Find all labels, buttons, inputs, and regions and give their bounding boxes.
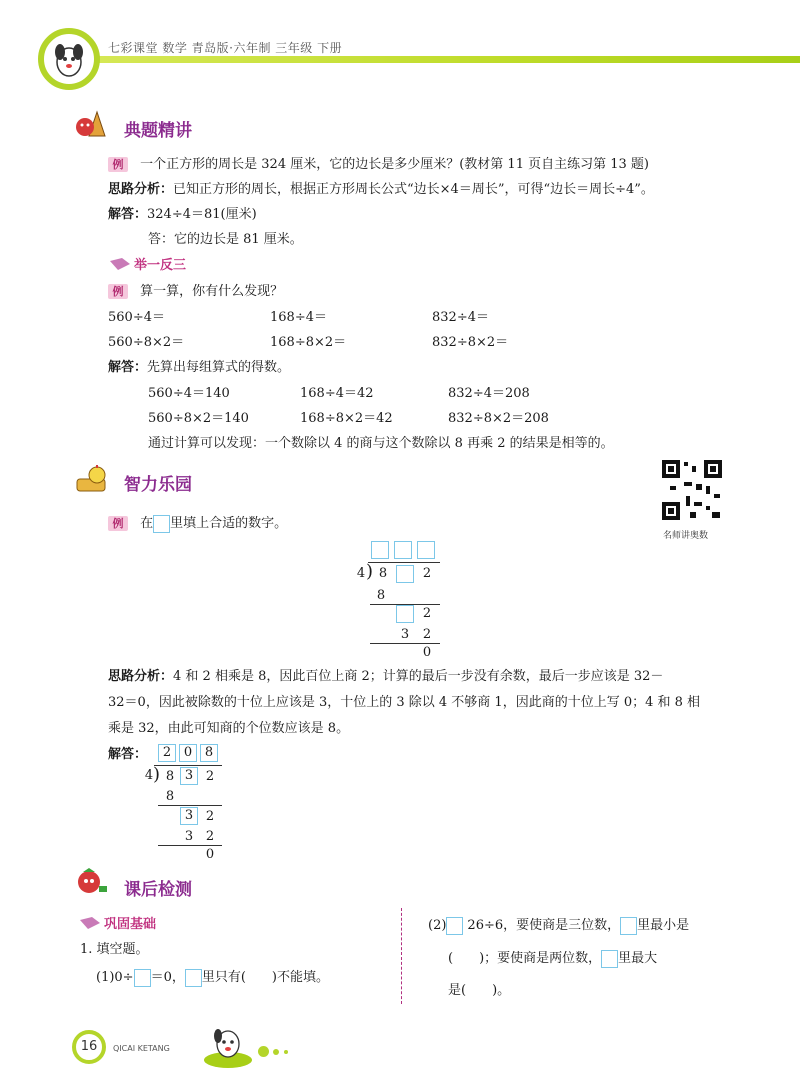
section-title-review: 课后检测 [124,880,192,900]
book-icon [110,258,130,270]
solution-dividend-1: 8 [165,769,175,784]
division-bar [368,562,440,563]
question-prefix: 在 [140,516,154,531]
final-remainder: 0 [422,645,432,660]
quotient-blank-1[interactable] [371,541,389,559]
example-2-question-line [108,280,283,299]
q1-part-c: 里只有( )不能填。 [201,970,330,985]
ans-560-4: 560÷4＝140 [148,386,230,401]
blank-box-icon [153,515,170,533]
page-number: 16 [72,1030,106,1064]
q2-part-b: 26÷6，要使商是三位数， [467,918,621,933]
solution-division-bar [154,765,222,766]
dog-mascot-icon [44,34,94,84]
analysis-line-1: 4 和 2 相乘是 8，因此百位上商 2；计算的最后一步没有余数，最后一步应该是 32－ [173,669,664,684]
solution-remainder: 0 [205,847,215,862]
example-2-answer [108,356,290,375]
header-title: 七彩课堂 数学 青岛版·六年制 三年级 下册 [108,41,343,55]
example-3-answer-label: 解答： [108,747,148,762]
question-2-line-3: 是( )。 [448,983,511,998]
solution-third-2: 2 [205,829,215,844]
divisor-digit: 4 [356,566,366,581]
division-bracket: ) [366,561,374,582]
ans-832-8-2: 832÷8×2＝208 [448,411,549,426]
solution-first-sub: 8 [165,789,175,804]
answer-text: 324÷4＝81(厘米) [147,207,257,222]
example-1-question-line [108,153,649,172]
pencil-apple-icon [75,110,109,138]
q2-part-c: 里最小是 [637,918,690,933]
ans-168-8-2: 168÷8×2＝42 [300,411,393,426]
q2-part-d: ( )；要使商是两位数， [448,951,602,966]
second-dividend-digit: 2 [422,606,432,621]
footer-dot-small [284,1050,288,1054]
footer-dot-large [258,1046,269,1057]
dog-cartoon-icon [200,1024,256,1070]
analysis-label: 思路分析： [108,669,174,684]
solution-sub-line-2 [158,845,222,846]
solution-dividend-2: 3 [180,767,198,785]
q1-part-b: ＝0， [150,970,185,985]
solution-third-1: 3 [184,829,194,844]
header-mascot-badge [38,28,100,90]
blank-box-icon[interactable] [620,917,637,935]
example-1-question: 一个正方形的周长是 324 厘米，它的边长是多少厘米？(教材第 11 页自主练习第 13 题) [140,157,649,172]
item-1-label: 1. 填空题。 [80,942,149,957]
example-tag: 例 [108,516,128,531]
strawberry-mascot-icon [75,868,109,896]
column-divider [401,908,402,1004]
blank-box-icon[interactable] [601,950,618,968]
analysis-text: 已知正方形的周长，根据正方形周长公式“边长×4＝周长”，可得“边长＝周长÷4”。 [173,182,654,197]
section-title-examples: 典题精讲 [124,121,192,141]
expr-832-4: 832÷4＝ [432,310,489,325]
solution-bracket: ) [153,764,161,785]
section-title-puzzle: 智力乐园 [124,475,192,495]
quotient-blank-2[interactable] [394,541,412,559]
ans-168-4: 168÷4＝42 [300,386,374,401]
quotient-digit-1: 2 [158,744,176,762]
subsection-title-basics: 巩固基础 [104,917,157,932]
third-digit-2: 2 [422,627,432,642]
example-1-answer [108,203,257,222]
answer-label: 解答： [108,360,148,375]
expr-560-8-2: 560÷8×2＝ [108,335,185,350]
remainder-blank[interactable] [396,605,414,623]
expr-168-8-2: 168÷8×2＝ [270,335,347,350]
analysis-label: 思路分析： [108,182,174,197]
expr-832-8-2: 832÷8×2＝ [432,335,509,350]
question-1 [96,966,329,987]
q1-part-a: (1)0÷ [96,970,134,985]
brand-text: QICAI KETANG [113,1044,170,1053]
question-2-line-2 [448,947,657,968]
quotient-digit-2: 0 [179,744,197,762]
qr-code-icon [660,458,724,522]
ans-832-4: 832÷4＝208 [448,386,530,401]
book-icon [80,917,100,929]
question-suffix: 里填上合适的数字。 [170,516,288,531]
example-3-analysis-l3: 乘是 32，由此可知商的个位数应该是 8。 [108,721,350,736]
example-3-analysis-l1 [108,665,663,684]
quotient-digit-3: 8 [200,744,218,762]
solution-second-1: 3 [180,807,198,825]
answer-intro: 先算出每组算式的得数。 [147,360,291,375]
example-tag: 例 [108,284,128,299]
expr-168-4: 168÷4＝ [270,310,327,325]
question-2-line-1 [428,914,689,935]
dividend-digit-1: 8 [378,566,388,581]
q2-part-e: 里最大 [618,951,658,966]
example-2-question: 算一算，你有什么发现？ [140,284,284,299]
example-1-analysis [108,178,654,197]
example-1-reply: 答：它的边长是 81 厘米。 [148,232,303,247]
ans-560-8-2: 560÷8×2＝140 [148,411,249,426]
q2-part-a: (2) [428,918,447,933]
subsection-title-practice: 举一反三 [134,258,187,273]
subtraction-line-2 [370,643,440,644]
header-bar [50,56,800,63]
answer-label: 解答： [108,207,148,222]
example-tag: 例 [108,157,128,172]
solution-second-2: 2 [205,809,215,824]
blank-box-icon[interactable] [134,969,151,987]
solution-dividend-3: 2 [205,769,215,784]
blank-box-icon[interactable] [185,969,202,987]
lightbulb-icon [75,465,109,493]
example-3-question-line [108,512,287,533]
footer-dot-medium [273,1049,279,1055]
solution-divisor: 4 [144,768,154,783]
quotient-blank-3[interactable] [417,541,435,559]
example-2-conclusion: 通过计算可以发现：一个数除以 4 的商与这个数除以 8 再乘 2 的结果是相等的。 [148,436,614,451]
third-digit-1: 3 [400,627,410,642]
qr-caption: 名师讲奥数 [663,531,709,541]
dividend-blank[interactable] [396,565,414,583]
dividend-digit-3: 2 [422,566,432,581]
blank-box-icon[interactable] [446,917,463,935]
first-subtrahend: 8 [376,588,386,603]
expr-560-4: 560÷4＝ [108,310,165,325]
solution-sub-line-1 [158,805,222,806]
example-3-analysis-l2: 32＝0，因此被除数的十位上应该是 3，十位上的 3 除以 4 不够商 1，因此商的十位上写 0；4 和 8 相 [108,695,701,710]
